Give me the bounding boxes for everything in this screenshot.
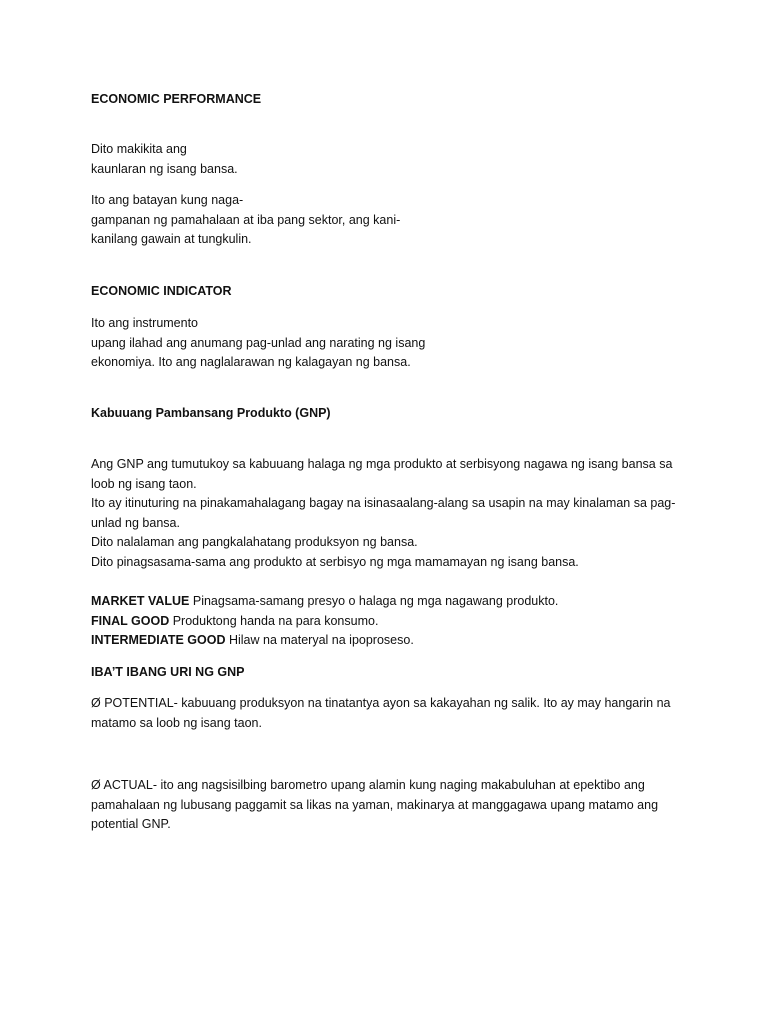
- text-line: Ito ang batayan kung naga-: [91, 193, 244, 207]
- text-line: gampanan ng pamahalaan at iba pang sektor, ang kani-: [91, 212, 401, 227]
- term-definition: Produktong handa na para konsumo.: [169, 613, 379, 628]
- term-definition: Pinagsama-samang presyo o halaga ng mga nagawang produkto.: [189, 594, 559, 608]
- performance-paragraph-2: [91, 191, 691, 250]
- text-line: loob ng isang taon.: [91, 476, 197, 491]
- text-line: matamo sa loob ng isang taon.: [91, 715, 262, 730]
- gnp-types-heading: IBA’T IBANG URI NG GNP: [91, 665, 245, 679]
- potential-gnp-item: [91, 694, 711, 733]
- terms-list: [91, 592, 691, 651]
- term-final-good: [91, 612, 691, 632]
- economic-indicator-heading: ECONOMIC INDICATOR: [91, 284, 232, 298]
- text-line: Ito ang instrumento: [91, 316, 199, 330]
- performance-paragraph-1: [91, 140, 691, 179]
- text-line: Ito ay itinuturing na pinakamahalagang bagay na isinasaalang-alang sa usapin na may kinalaman sa pag-: [91, 496, 676, 510]
- text-line: Ø POTENTIAL- kabuuang produksyon na tinatantya ayon sa kakayahan ng salik. Ito ay may hangarin na: [91, 696, 671, 710]
- gnp-paragraph: [91, 455, 711, 572]
- text-line: unlad ng bansa.: [91, 515, 180, 530]
- text-line: Dito pinagsasama-sama ang produkto at serbisyo ng mga mamamayan ng isang bansa.: [91, 554, 579, 569]
- indicator-paragraph: [91, 314, 691, 373]
- actual-gnp-item: [91, 776, 711, 835]
- term-label: INTERMEDIATE GOOD: [91, 633, 226, 647]
- text-line: Ang GNP ang tumutukoy sa kabuuang halaga ng mga produkto at serbisyong nagawa ng isang bansa sa: [91, 457, 673, 471]
- term-label: MARKET VALUE: [91, 594, 190, 608]
- term-market-value: [91, 592, 691, 612]
- text-line: Ø ACTUAL- ito ang nagsisilbing barometro upang alamin kung naging makabuluhan at epektibo ang: [91, 778, 645, 792]
- text-line: kaunlaran ng isang bansa.: [91, 161, 238, 176]
- term-label: FINAL GOOD: [91, 613, 170, 628]
- term-intermediate-good: [91, 631, 691, 651]
- text-line: ekonomiya. Ito ang naglalarawan ng kalagayan ng bansa.: [91, 355, 411, 369]
- term-definition: Hilaw na materyal na ipoproseso.: [225, 633, 414, 647]
- gnp-heading: Kabuuang Pambansang Produkto (GNP): [91, 406, 331, 420]
- text-line: potential GNP.: [91, 817, 171, 831]
- text-line: upang ilahad ang anumang pag-unlad ang narating ng isang: [91, 335, 426, 350]
- economic-performance-heading: ECONOMIC PERFORMANCE: [91, 92, 262, 106]
- text-line: kanilang gawain at tungkulin.: [91, 232, 252, 246]
- text-line: pamahalaan ng lubusang paggamit sa likas na yaman, makinarya at manggagawa upang matamo ang: [91, 797, 659, 812]
- text-line: Dito makikita ang: [91, 142, 187, 156]
- text-line: Dito nalalaman ang pangkalahatang produksyon ng bansa.: [91, 535, 418, 549]
